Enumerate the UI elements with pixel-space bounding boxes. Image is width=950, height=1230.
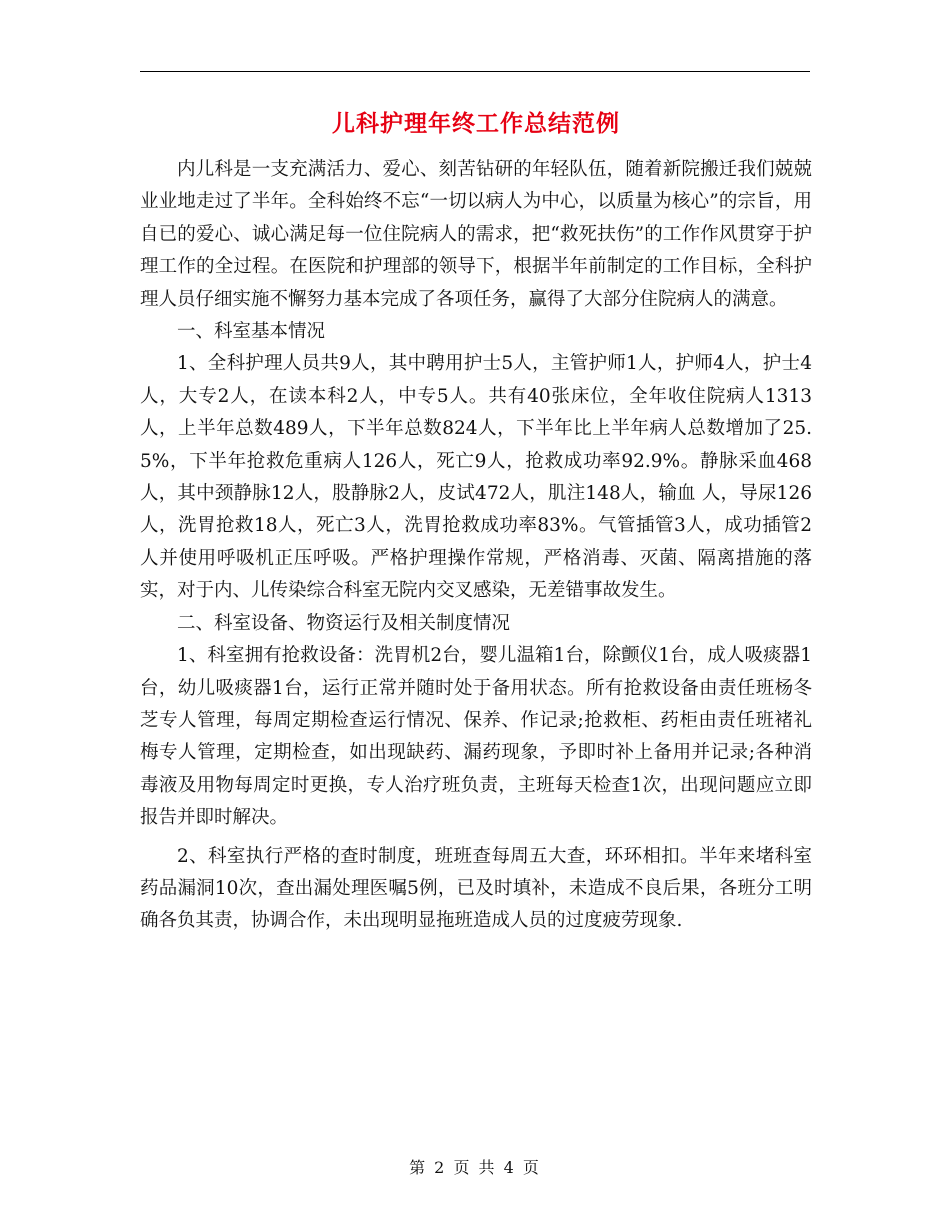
- section-heading-equipment: 二、科室设备、物资运行及相关制度情况: [177, 612, 511, 634]
- paragraph-inspection-system: 2、科室执行严格的查时制度，班班查每周五大查，环环相扣。半年来堵科室药品漏洞10次，查出漏处理医嘱5例，已及时填补，未造成不良后果，各班分工明确各负其责，协调合作，未出现明显拖班造成人员的过度疲劳现象.: [140, 845, 812, 932]
- header-rule: [140, 71, 810, 72]
- document-body: [140, 108, 812, 938]
- paragraph-intro: 内儿科是一支充满活力、爱心、刻苦钻研的年轻队伍，随着新院搬迁我们兢兢业业地走过了半年。全科始终不忘“一切以病人为中心，以质量为核心”的宗旨，用自已的爱心、诚心满足每一位住院病人的需求，把“救死扶伤”的工作作风贯穿于护理工作的全过程。在医院和护理部的领导下，根据半年前制定的工作目标，全科护理人员仔细实施不懈努力基本完成了各项任务，赢得了大部分住院病人的满意。: [140, 159, 812, 310]
- page-number: 第 2 页 共 4 页: [409, 1158, 541, 1177]
- document-title: 儿科护理年终工作总结范例: [332, 110, 620, 137]
- paragraph-equipment: 1、科室拥有抢救设备：洗胃机2台，婴儿温箱1台，除颤仪1台，成人吸痰器1台，幼儿吸痰器1台，运行正常并随时处于备用状态。所有抢救设备由责任班杨冬芝专人管理，每周定期检查运行情况、保养、作记录;抢救柜、药柜由责任班褚礼梅专人管理，定期检查，如出现缺药、漏药现象，予即时补上备用并记录;各种消毒液及用物每周定时更换，专人治疗班负责，主班每天检查1次，出现问题应立即报告并即时解决。: [140, 645, 812, 829]
- paragraph-staff-statistics: 1、全科护理人员共9人，其中聘用护士5人，主管护师1人，护师4人，护士4人，大专2人，在读本科2人，中专5人。共有40张床位，全年收住院病人1313人，上半年总数489人，下半年总数824人，下半年比上半年病人总数增加了25.5%，下半年抢救危重病人126人，死亡9人，抢救成功率92.9%。静脉采血468人，其中颈静脉12人，股静脉2人，皮试472人，肌注148人，输血 人，导尿126人，洗胃抢救18人，死亡3人，洗胃抢救成功率83%。气管插管3人，成功插管2人并使用呼吸机正压呼吸。严格护理操作常规，严格消毒、灭菌、隔离措施的落实，对于内、儿传染综合科室无院内交叉感染，无差错事故发生。: [140, 353, 812, 602]
- section-heading-basic-info: 一、科室基本情况: [177, 321, 326, 343]
